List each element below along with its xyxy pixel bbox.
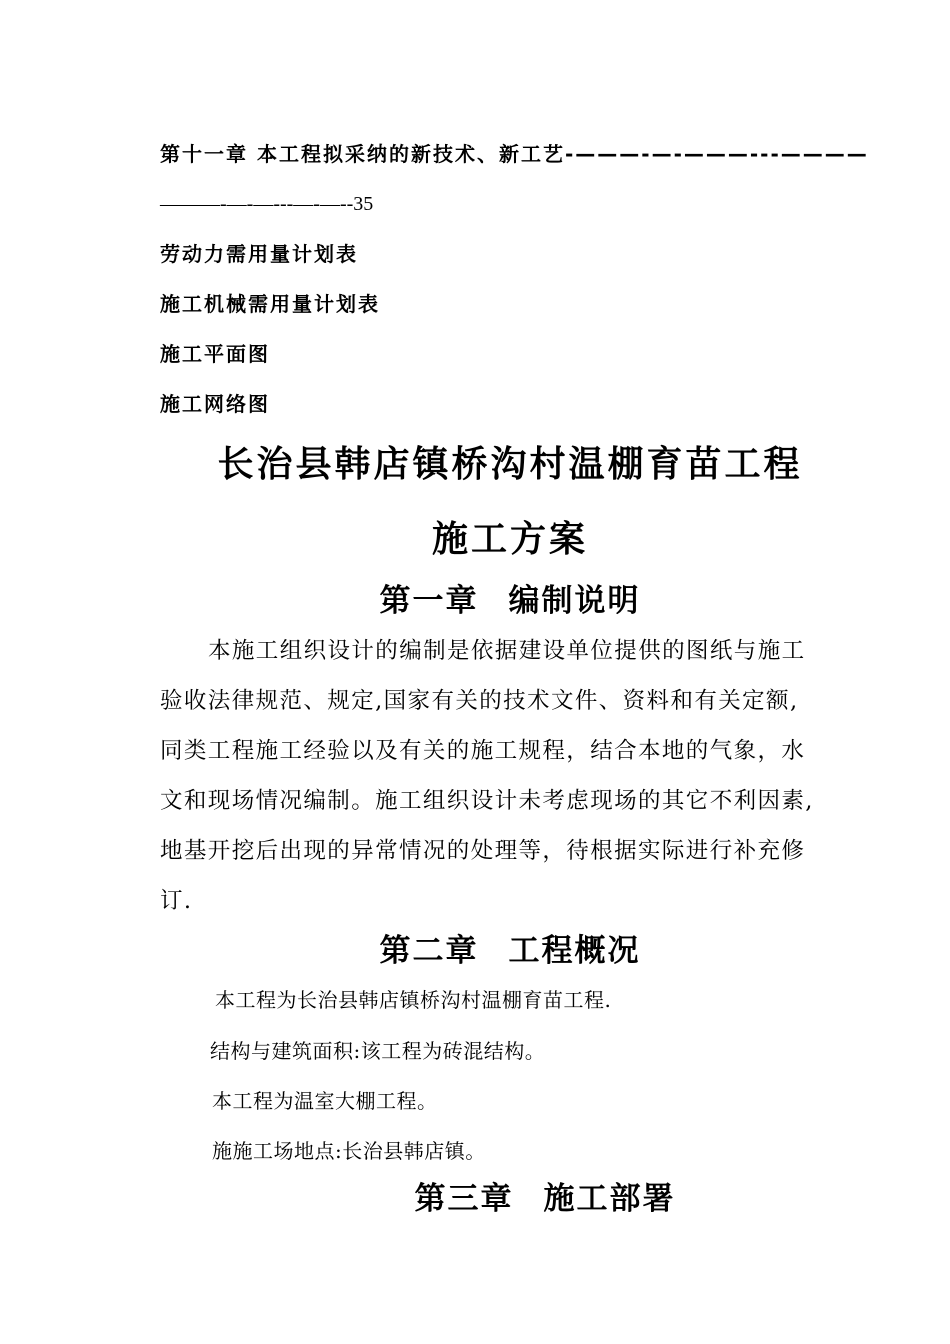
chapter1-paragraph-line-4: 文和现场情况编制。施工组织设计未考虑现场的其它不利因素, — [160, 788, 814, 814]
chapter2-number: 第二章 — [379, 933, 479, 969]
toc-entry-network-diagram: 施工网络图 — [160, 392, 270, 416]
chapter1-paragraph-line-1: 本施工组织设计的编制是依据建设单位提供的图纸与施工 — [208, 638, 806, 664]
toc-entry-site-plan: 施工平面图 — [160, 342, 270, 366]
chapter2-heading — [0, 933, 950, 969]
chapter2-line-project: 本工程为长治县韩店镇桥沟村温棚育苗工程. — [215, 988, 612, 1012]
toc-entry-machinery-plan: 施工机械需用量计划表 — [160, 292, 380, 316]
chapter1-number: 第一章 — [379, 583, 479, 619]
document-subtitle: 施工方案 — [431, 519, 588, 560]
chapter3-name: 施工部署 — [543, 1181, 676, 1217]
toc-entry-labor-plan: 劳动力需用量计划表 — [160, 242, 358, 266]
chapter1-paragraph-line-5: 地基开挖后出现的异常情况的处理等，待根据实际进行补充修 — [160, 838, 806, 864]
chapter2-line-structure: 结构与建筑面积:该工程为砖混结构。 — [210, 1039, 546, 1063]
chapter2-name: 工程概况 — [508, 933, 641, 969]
chapter1-paragraph-line-3: 同类工程施工经验以及有关的施工规程，结合本地的气象，水 — [160, 738, 806, 764]
chapter3-number: 第三章 — [414, 1181, 514, 1217]
toc-entry-chapter11: 第十一章 本工程拟采纳的新技术、新工艺-———-—-———---———— — [160, 142, 869, 166]
chapter1-name: 编制说明 — [508, 583, 641, 619]
toc-entry-chapter11-continuation: ———-—-—---—-—--35 — [160, 193, 374, 215]
chapter2-line-location: 施施工场地点:长治县韩店镇。 — [212, 1139, 486, 1163]
chapter1-heading — [0, 583, 950, 619]
chapter1-paragraph-line-6: 订. — [160, 888, 193, 914]
chapter3-heading — [30, 1181, 950, 1217]
document-title: 长治县韩店镇桥沟村温棚育苗工程 — [217, 444, 803, 485]
chapter1-paragraph-line-2: 验收法律规范、规定,国家有关的技术文件、资料和有关定额, — [160, 688, 799, 714]
chapter2-line-type: 本工程为温室大棚工程。 — [212, 1089, 438, 1113]
